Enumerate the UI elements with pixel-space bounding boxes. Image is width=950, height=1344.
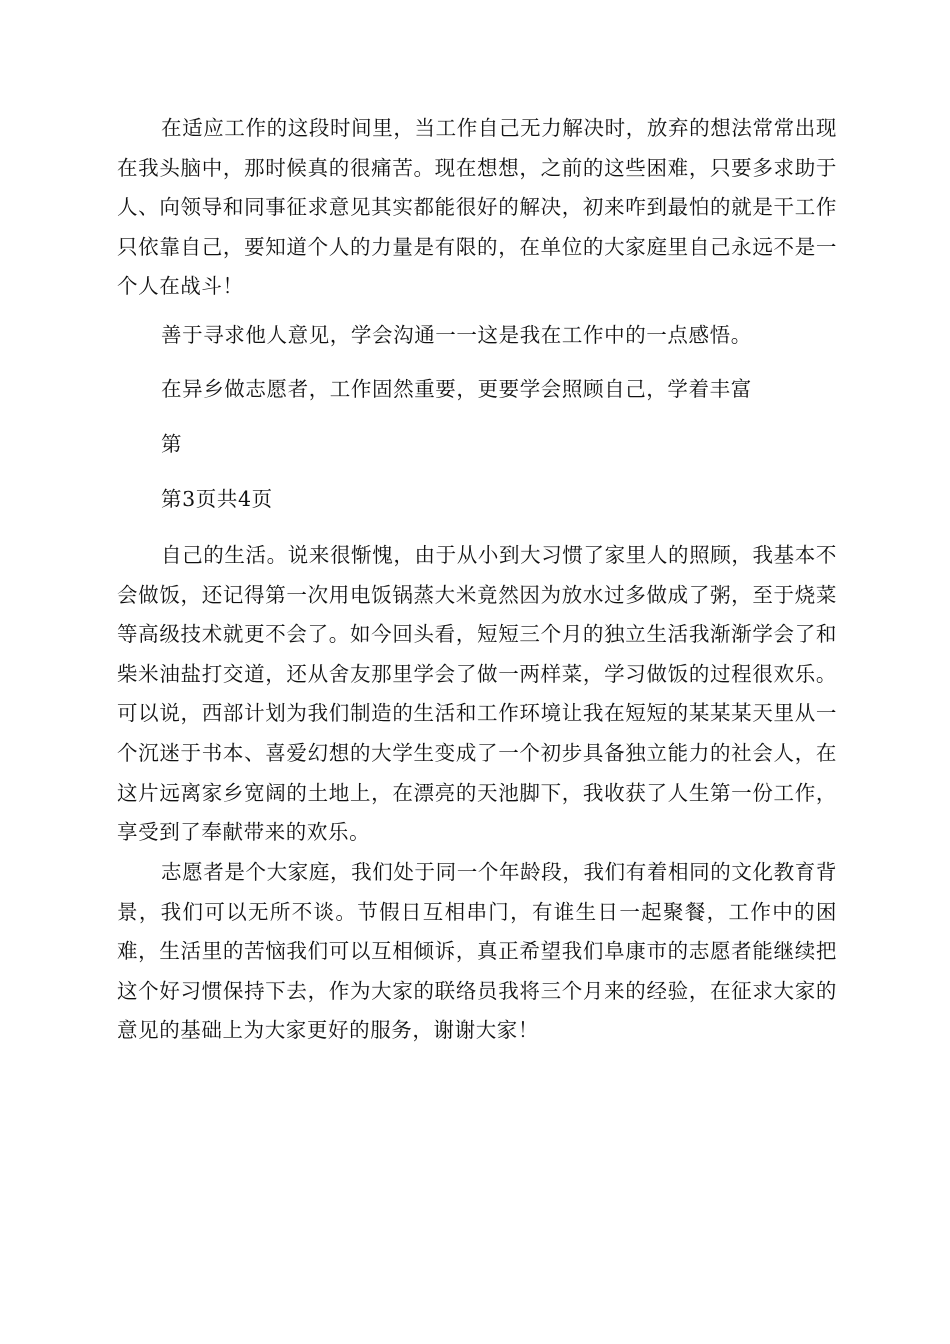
paragraph-daily-life: 自己的生活。说来很惭愧，由于从小到大习惯了家里人的照顾，我基本不会做饭，还记得第一次用电饭锅蒸大米竟然因为放水过多做成了粥，至于烧菜等高级技术就更不会了。如今回头看，短短三个月的独立生活我渐渐学会了和柴米油盐打交道，还从舍友那里学会了做一两样菜，学习做饭的过程很欢乐。可以说，西部计划为我们制造的生活和工作环境让我在短短的某某某天里从一个沉迷于书本、喜爱幻想的大学生变成了一个初步具备独立能力的社会人，在这片远离家乡宽阔的土地上，在漂亮的天池脚下，我收获了人生第一份工作，享受到了奉献带来的欢乐。 (117, 543, 837, 845)
paragraph-work-adaptation: 在适应工作的这段时间里，当工作自己无力解决时，放弃的想法常常出现在我头脑中，那时候真的很痛苦。现在想想，之前的这些困难，只要多求助于人、向领导和同事征求意见其实都能很好的解决，初来咋到最怕的就是干工作只依靠自己，要知道个人的力量是有限的，在单位的大家庭里自己永远不是一个人在战斗！ (117, 116, 837, 299)
page-number: 第3页共4页 (161, 487, 273, 511)
page-marker-fragment: 第 (161, 432, 183, 456)
paragraph-communication-insight: 善于寻求他人意见，学会沟通一一这是我在工作中的一点感悟。 (161, 323, 752, 347)
paragraph-volunteer-family: 志愿者是个大家庭，我们处于同一个年龄段，我们有着相同的文化教育背景，我们可以无所不谈。节假日互相串门，有谁生日一起聚餐，工作中的困难，生活里的苦恼我们可以互相倾诉，真正希望我们阜康市的志愿者能继续把这个好习惯保持下去，作为大家的联络员我将三个月来的经验，在征求大家的意见的基础上为大家更好的服务，谢谢大家！ (117, 860, 837, 1043)
paragraph-volunteer-abroad: 在异乡做志愿者，工作固然重要，更要学会照顾自己，学着丰富 (161, 377, 752, 401)
